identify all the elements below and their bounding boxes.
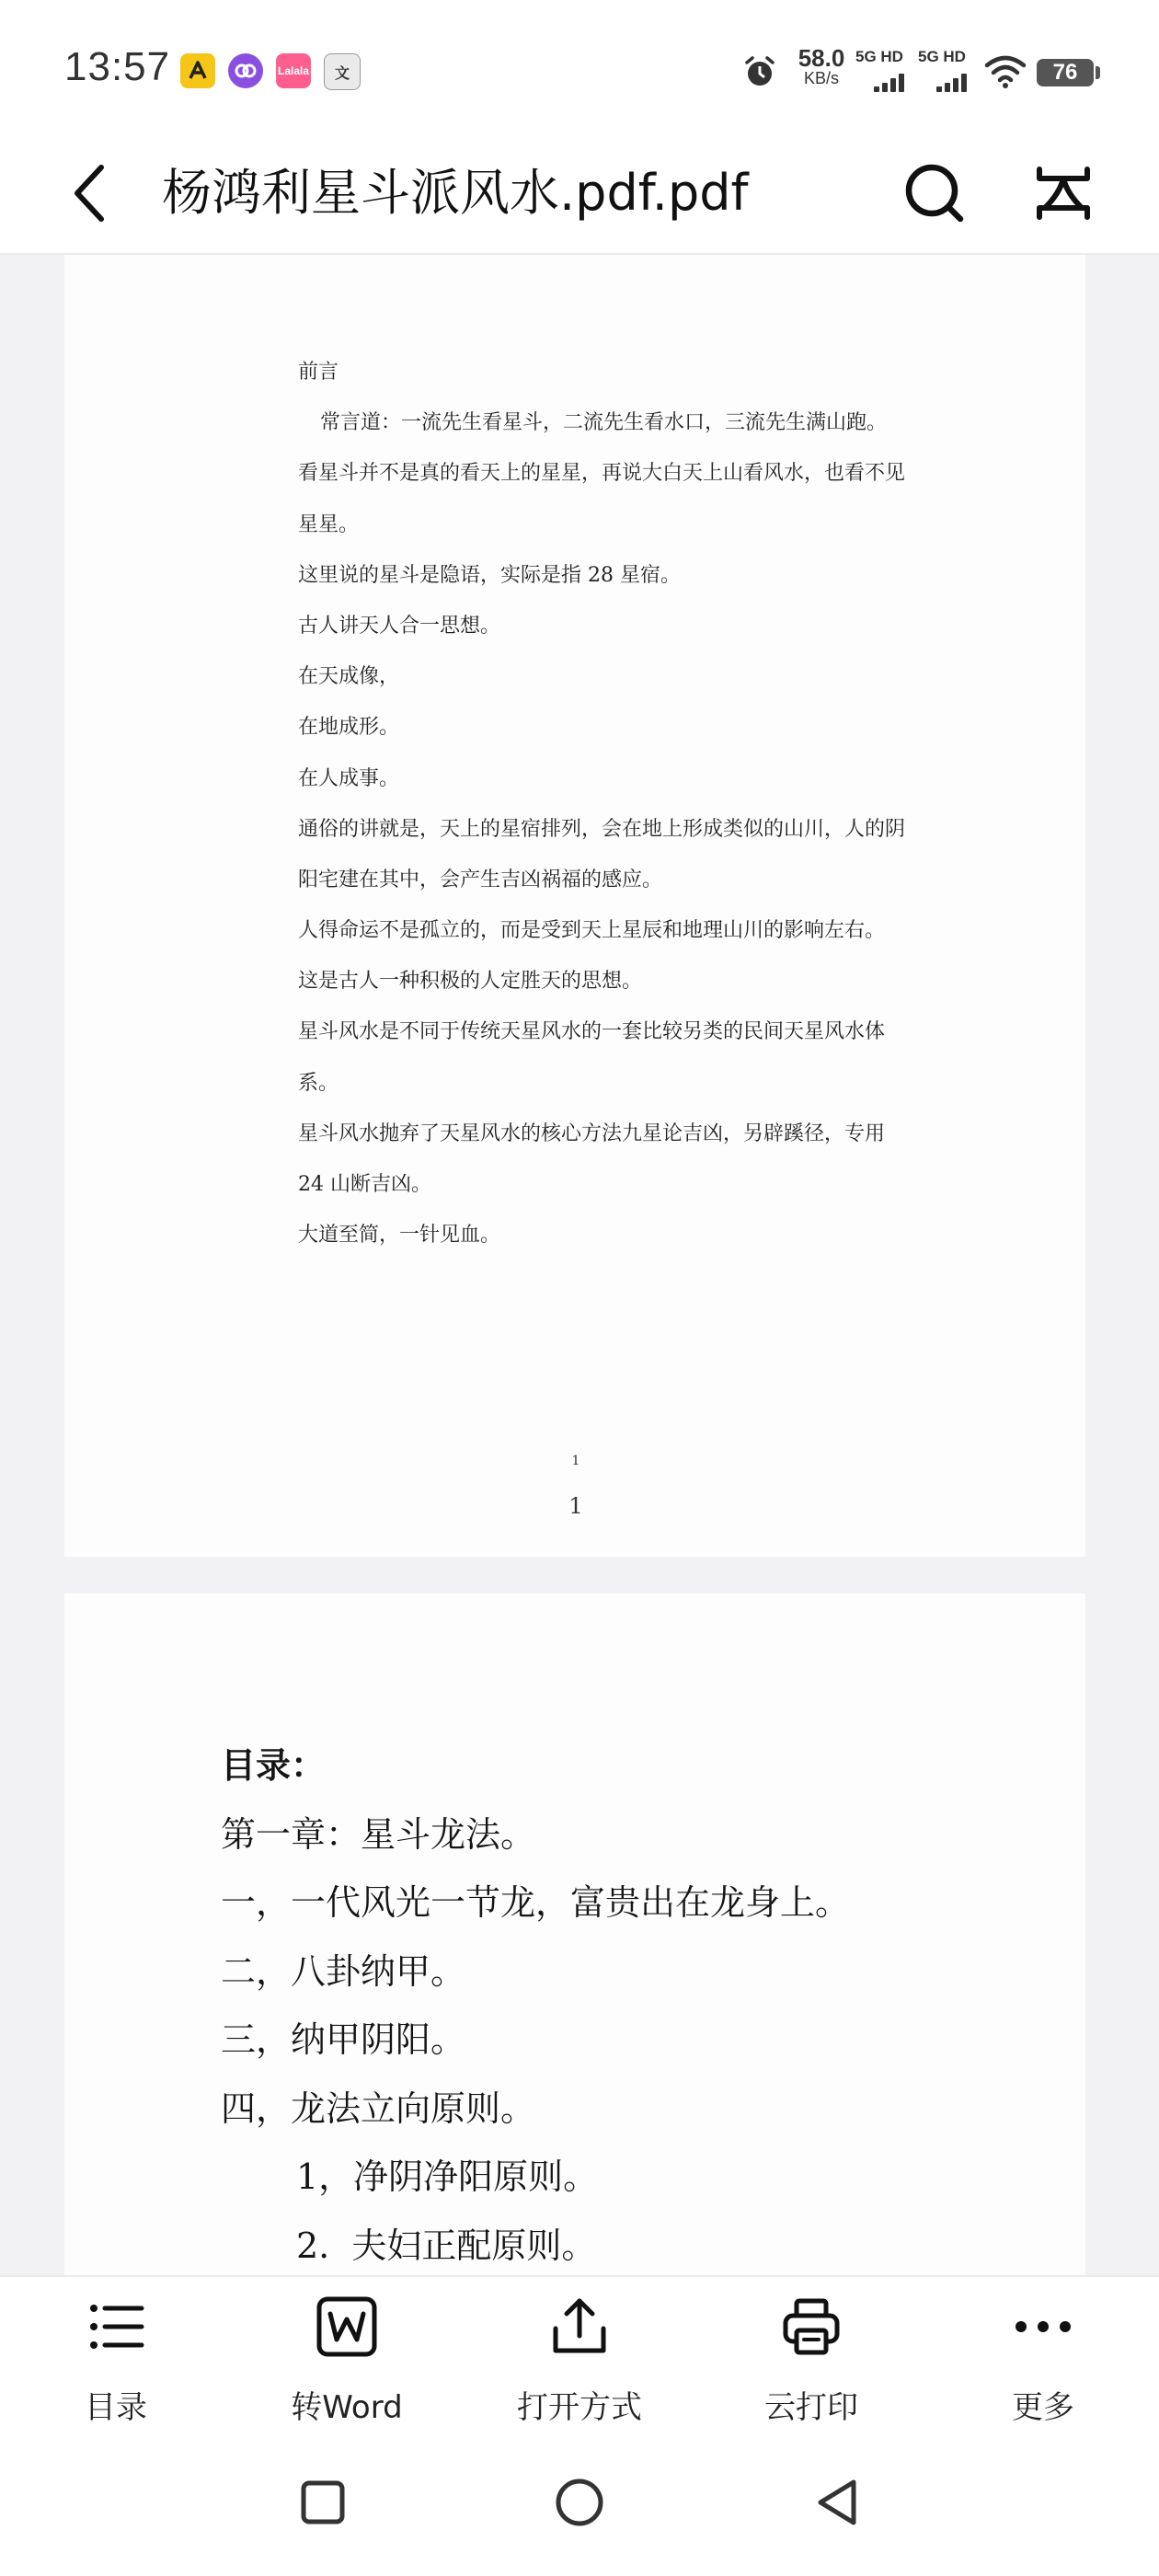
search-button[interactable] [898,156,971,230]
battery-level: 76 [1052,60,1078,85]
text-line: 在地成形。 [298,716,400,740]
toc-button-label: 目录 [85,2389,147,2426]
text-line: 人得命运不是孤立的，而是受到天上星辰和地理山川的影响左右。 [298,919,886,943]
text-line: 星斗风水抛弃了天星风水的核心方法九星论吉凶，另辟蹊径，专用 [298,1121,886,1145]
text-line: 星星。 [298,512,360,536]
search-icon [898,156,971,230]
fold-icon [1027,156,1100,230]
cloud-print-button[interactable] [729,2290,894,2428]
pdf-viewer[interactable] [0,255,1159,2275]
text-line: 大道至简，一针见血。 [298,1224,501,1248]
network-speed-unit: KB/s [803,69,839,87]
back-nav-button[interactable] [806,2470,870,2535]
back-button[interactable] [61,156,125,230]
open-with-button[interactable] [497,2290,662,2428]
battery-tip [1096,66,1100,79]
battery-icon [1037,59,1094,86]
wifi-icon [984,53,1027,90]
more-label: 更多 [1012,2389,1074,2426]
status-time: 13:57 [64,44,171,89]
sim1-signal-icon [855,48,916,94]
text-line: 这是古人一种积极的人定胜天的思想。 [298,970,643,994]
wenku-icon-text: 文 [334,65,350,82]
text-line: 在天成像， [298,665,400,689]
lalala-icon-text: Lalala [277,64,310,77]
document-title: 杨鸿利星斗派风水.pdf.pdf [162,164,749,222]
back-triangle-icon [806,2470,870,2535]
text-line: 24 山断吉凶。 [298,1173,431,1196]
text-line: 星斗风水是不同于传统天星风水的一套比较另类的民间天星风水体 [298,1020,886,1044]
network-speed-value: 58.0 [798,44,845,72]
network-speed [789,44,854,88]
toc-entry: 一，一代风光一节龙，富贵出在龙身上。 [221,1882,851,1923]
recent-apps-icon [291,2470,355,2535]
text-line: 通俗的讲就是，天上的星宿排列，会在地上形成类似的山川，人的阴 [298,817,906,841]
page-number: 1 [568,1493,583,1519]
more-button[interactable] [960,2290,1126,2428]
footnote-mark: 1 [571,1454,580,1468]
open-with-label: 打开方式 [517,2389,642,2426]
toc-entry: 四，龙法立向原则。 [221,2087,536,2129]
browser-notification-icon [228,53,263,88]
text-line: 系。 [298,1071,339,1095]
sim1-label: 5G HD [855,48,903,65]
text-line: 常言道：一流先生看星斗，二流先生看水口，三流先生满山跑。 [320,411,888,435]
toc-entry: 第一章：星斗龙法。 [221,1813,536,1855]
more-dots-icon [1010,2294,1076,2360]
wenku-notification-icon [324,53,361,90]
text-line: 这里说的星斗是隐语，实际是指 28 星宿。 [298,563,681,587]
cloud-print-label: 云打印 [764,2389,858,2426]
collapse-toolbar-button[interactable] [1027,156,1100,230]
text-line: 古人讲天人合一思想。 [298,614,501,638]
convert-word-label: 转Word [291,2389,403,2426]
toc-heading: 目录： [221,1744,327,1786]
toc-subentry: 1，净阴净阳原则。 [296,2156,599,2197]
system-navigation-bar [0,2441,1159,2576]
alarm-icon [741,53,778,90]
bottom-toolbar [0,2275,1159,2443]
title-bar [0,138,1159,255]
toc-entry: 二，八卦纳甲。 [221,1950,466,1992]
preface-text [298,347,979,1260]
toc-list-icon [83,2294,149,2360]
toc-button[interactable] [33,2290,199,2428]
text-line: 阳宅建在其中，会产生吉凶祸福的感应。 [298,868,663,891]
amap-notification-icon [180,53,215,88]
sim2-label: 5G HD [918,48,966,65]
recent-apps-button[interactable] [291,2470,355,2535]
text-line: 前言 [298,361,339,384]
text-line: 看星斗并不是真的看天上的星星，再说大白天上山看风水，也看不见 [298,462,906,486]
lalala-notification-icon [276,53,311,88]
toc-subentry: 2. 夫妇正配原则。 [296,2225,597,2266]
share-open-icon [546,2294,613,2360]
table-of-contents [221,1731,1049,2275]
text-line: 在人成事。 [298,766,400,790]
convert-word-icon [314,2294,380,2360]
chevron-left-icon [61,156,125,230]
pdf-page-2[interactable] [64,1593,1085,2275]
home-button[interactable] [547,2470,612,2535]
status-bar [0,0,1159,138]
convert-word-button[interactable] [264,2290,430,2428]
printer-icon [778,2294,844,2360]
sim2-signal-icon [918,48,979,94]
pdf-page-1[interactable] [64,255,1085,1557]
toc-entry: 三，纳甲阴阳。 [221,2019,466,2060]
home-icon [547,2470,612,2535]
